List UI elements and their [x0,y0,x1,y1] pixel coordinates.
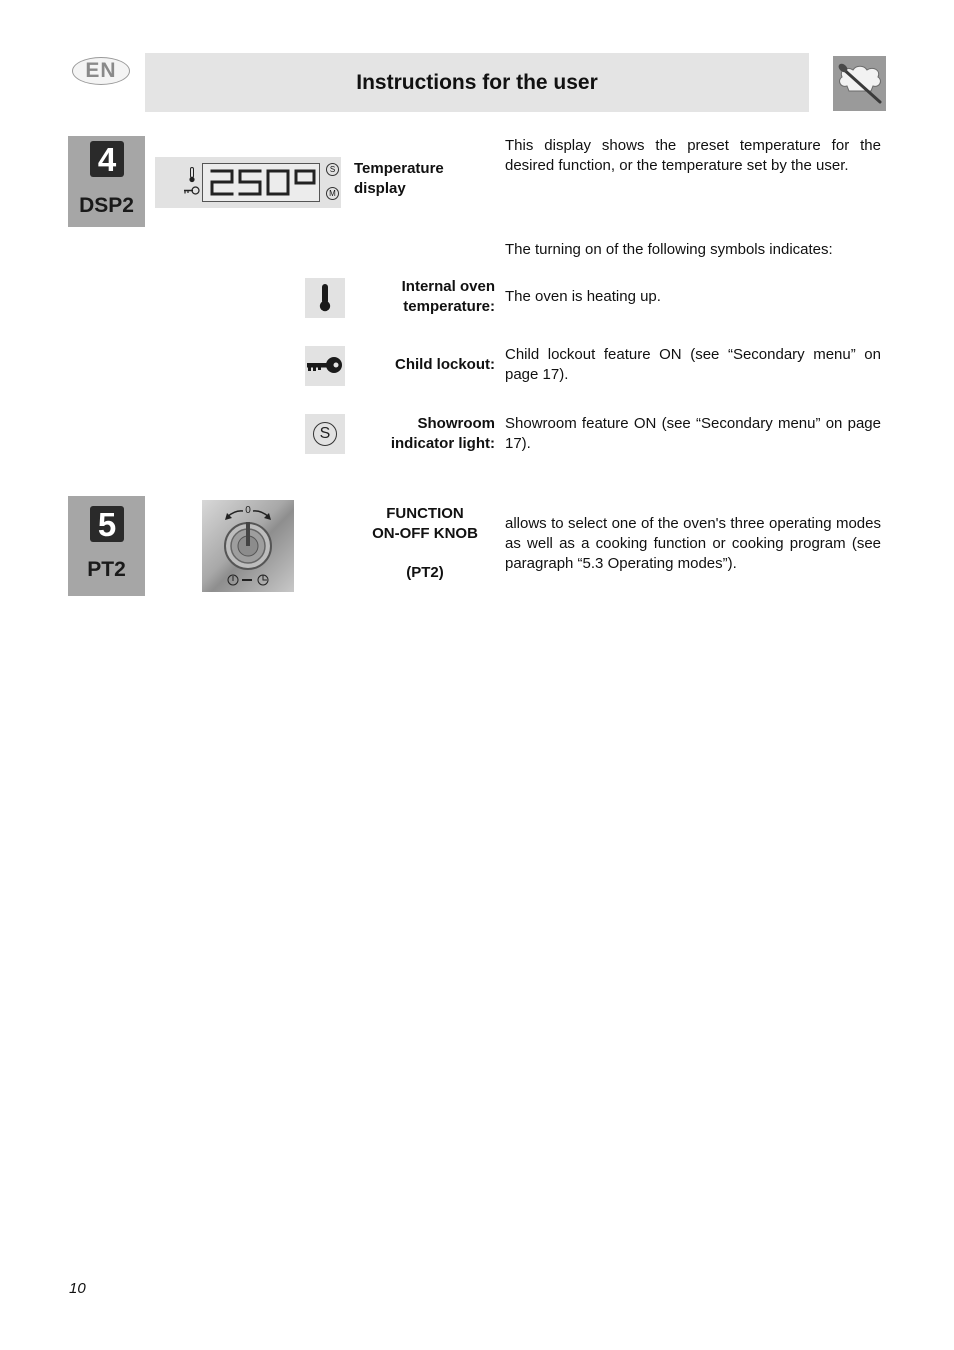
s-indicator-letter: S [329,165,336,174]
page-number: 10 [69,1280,86,1297]
section-code: PT2 [87,558,126,581]
temperature-display-panel [155,157,341,208]
function-knob-image [202,500,294,592]
symbol-row-thermometer [305,278,345,318]
knob-zero-mark: 0 [245,505,251,516]
section-4-badge [68,136,145,227]
showroom-icon-letter: S [319,425,331,442]
section-number: 5 [90,506,124,542]
m-indicator-letter: M [329,189,336,198]
child-lockout-description: Child lockout feature ON (see “Secondary menu” on page 17). [505,346,881,383]
showroom-indicator-description: Showroom feature ON (see “Secondary menu” on page 17). [505,415,881,452]
function-knob-label-code: (PT2) [406,564,444,581]
section-code: DSP2 [79,194,134,217]
symbol-row-key [305,346,345,386]
language-badge [72,57,130,85]
section-number: 4 [90,141,124,177]
showroom-s-icon [313,422,337,446]
internal-oven-temperature-label: Internal oven temperature: [401,278,495,315]
thermometer-icon [305,278,345,318]
symbols-intro: The turning on of the following symbols indicates: [505,241,833,258]
function-knob-label-line1: FUNCTION [386,505,464,522]
section-5-badge [68,496,145,596]
key-icon [183,186,200,195]
language-code: EN [85,59,117,82]
function-knob-description: allows to select one of the oven's three operating modes as well as a cooking function or cooking program (see paragraph “5.3 Operating modes”). [505,515,881,572]
temperature-display-description: This display shows the preset temperature for the desired function, or the temperature set by the user. [505,137,881,174]
m-indicator-icon [326,187,339,200]
header-band [145,53,809,112]
key-icon [305,346,345,386]
internal-oven-temperature-description: The oven is heating up. [505,288,661,305]
function-knob-label-line2: ON-OFF KNOB [372,525,478,542]
chef-logo-icon [833,56,886,111]
page-title: Instructions for the user [356,70,598,94]
child-lockout-label: Child lockout: [395,356,495,373]
symbol-row-showroom [305,414,345,454]
temperature-display-label: Temperature display [354,160,444,197]
function-knob-label [355,504,495,583]
segment-display [202,163,320,202]
showroom-indicator-label: Showroom indicator light: [390,415,495,452]
s-indicator-icon [326,163,339,176]
thermometer-icon [188,167,196,183]
